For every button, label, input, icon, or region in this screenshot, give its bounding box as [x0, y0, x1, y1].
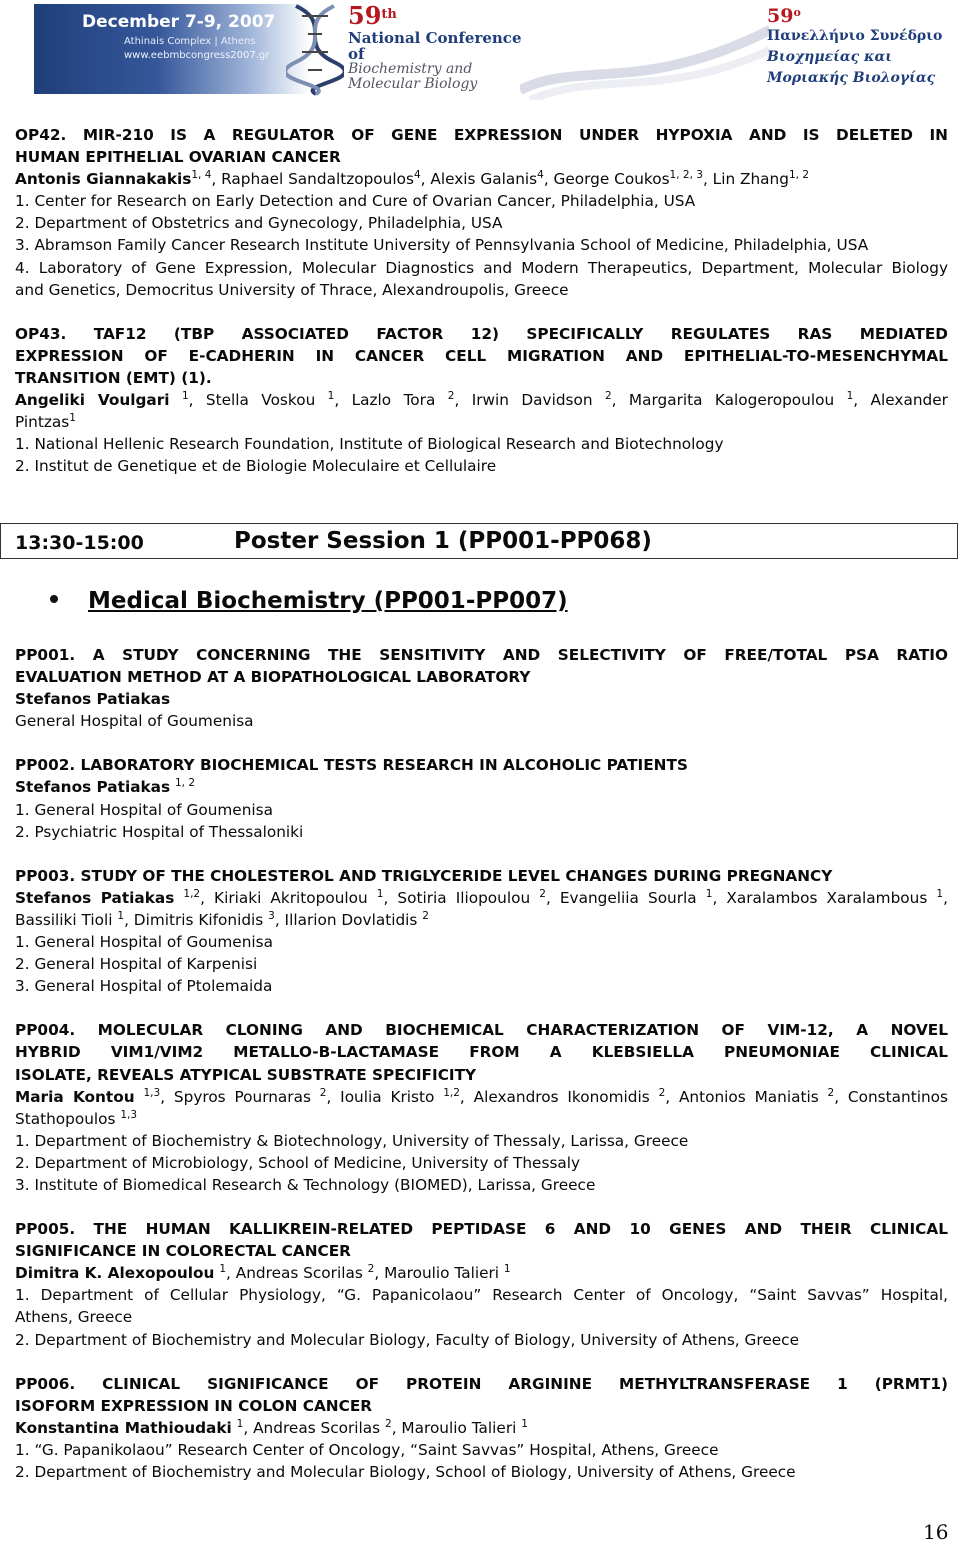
pp006-title-line-1: PP006. CLINICAL SIGNIFICANCE OF PROTEIN ARGININE METHYLTRANSFERASE 1 (PRMT1): [15, 1374, 948, 1393]
pp005-affiliation-1-line-2: Athens, Greece: [15, 1308, 133, 1327]
op43-title-line-2: EXPRESSION OF E-CADHERIN IN CANCER CELL MIGRATION AND EPITHELIAL-TO-MESENCHYMAL: [15, 346, 948, 365]
pp006-title-line-2: ISOFORM EXPRESSION IN COLON CANCER: [15, 1396, 373, 1415]
conference-title-english: [348, 1, 528, 92]
conference-banner: [0, 0, 960, 100]
page-number: 16: [923, 1520, 949, 1544]
op42-affiliation-3: 3. Abramson Family Cancer Research Institute University of Pennsylvania School of Medicine, Philadelphia, USA: [15, 236, 869, 255]
pp003-title: PP003. STUDY OF THE CHOLESTEROL AND TRIGLYCERIDE LEVEL CHANGES DURING PREGNANCY: [15, 866, 833, 885]
op42-affiliation-1: 1. Center for Research on Early Detection and Cure of Ovarian Cancer, Philadelphia, USA: [15, 192, 696, 211]
pp004-title-line-1: PP004. MOLECULAR CLONING AND BIOCHEMICAL CHARACTERIZATION OF VIM-12, A NOVEL: [15, 1021, 948, 1040]
op42-title-line-1: OP42. MIR-210 IS A REGULATOR OF GENE EXPRESSION UNDER HYPOXIA AND IS DELETED IN: [15, 126, 948, 144]
pp001-title-line-1: PP001. A STUDY CONCERNING THE SENSITIVITY AND SELECTIVITY OF FREE/TOTAL PSA RATIO: [15, 646, 948, 664]
gr-number: 59: [767, 5, 794, 27]
pp005-title-line-2: SIGNIFICANCE IN COLORECTAL CANCER: [15, 1242, 351, 1261]
op43-affiliation-1: 1. National Hellenic Research Foundation, Institute of Biological Research and Biotechnology: [15, 435, 724, 454]
op43-authors-line-1: Angeliki Voulgari $^1$, Stella Voskou $^1$, Lazlo Tora $^2$, Irwin Davidson $^2$, Margarita Kalogeropoulou $^1$, Alexander: [15, 390, 948, 410]
banner-website: www.eebmbcongress2007.gr: [124, 50, 270, 61]
pp002-affiliation-1: 1. General Hospital of Goumenisa: [15, 800, 273, 819]
session-title: Poster Session 1 (PP001-PP068): [234, 528, 652, 554]
op43-authors-line-2: Pintzas$^1$: [15, 412, 76, 432]
op42-affiliation-4-line-2: and Genetics, Democritus University of Thrace, Alexandroupolis, Greece: [15, 280, 569, 299]
gr-number-suffix: o: [793, 6, 801, 19]
pp004-title-line-2: HYBRID VIM1/VIM2 METALLO-B-LACTAMASE FROM A KLEBSIELLA PNEUMONIAE CLINICAL: [15, 1043, 948, 1062]
pp002-title: PP002. LABORATORY BIOCHEMICAL TESTS RESEARCH IN ALCOHOLIC PATIENTS: [15, 756, 688, 775]
pp005-title-line-1: PP005. THE HUMAN KALLIKREIN-RELATED PEPTIDASE 6 AND 10 GENES AND THEIR CLINICAL: [15, 1220, 948, 1239]
pp002-authors: Stefanos Patiakas $^{1, 2}$: [15, 777, 196, 797]
pp003-affiliation-3: 3. General Hospital of Ptolemaida: [15, 977, 273, 996]
op43-title-line-1: OP43. TAF12 (TBP ASSOCIATED FACTOR 12) SPECIFICALLY REGULATES RAS MEDIATED: [15, 324, 948, 343]
pp001-affiliation: General Hospital of Goumenisa: [15, 712, 254, 731]
banner-venue: Athinais Complex | Athens: [124, 36, 256, 47]
op43-title-line-3: TRANSITION (EMT) (1).: [15, 368, 212, 387]
pp003-affiliation-2: 2. General Hospital of Karpenisi: [15, 955, 258, 974]
conference-title-greek: [767, 6, 957, 89]
op42-affiliation-4-line-1: 4. Laboratory of Gene Expression, Molecular Diagnostics and Modern Therapeutics, Department, Molecular Biology: [15, 258, 948, 277]
conf-number-suffix: th: [381, 7, 397, 22]
poster-list: [15, 644, 948, 1483]
pp004-title-line-3: ISOLATE, REVEALS ATYPICAL SUBSTRATE SPECIFICITY: [15, 1065, 477, 1084]
section-heading: [50, 588, 568, 614]
conf-line-1: National Conference of: [348, 29, 522, 63]
decorative-swirl-icon: [520, 0, 770, 100]
pp003-authors-line-1: Stefanos Patiakas $^{1,2}$, Kiriaki Akritopoulou $^1$, Sotiria Iliopoulou $^2$, Evangeliia Sourla $^1$, Xaralambos Xaralambous $^1$,: [15, 887, 948, 907]
oral-presentations: [15, 124, 948, 477]
pp006-affiliation-2: 2. Department of Biochemistry and Molecular Biology, School of Biology, University of Athens, Greece: [15, 1463, 796, 1481]
pp004-affiliation-2: 2. Department of Microbiology, School of Medicine, University of Thessaly: [15, 1153, 581, 1172]
pp004-authors-line-1: Maria Kontou $^{1,3}$, Spyros Pournaras $^2$, Ioulia Kristo $^{1,2}$, Alexandros Ikonomidis $^2$, Antonios Maniatis $^2$, Constantinos: [15, 1086, 948, 1106]
pp005-authors: Dimitra K. Alexopoulou $^1$, Andreas Scorilas $^2$, Maroulio Talieri $^1$: [15, 1263, 511, 1283]
op43-affiliation-2: 2. Institut de Genetique et de Biologie Moleculaire et Cellulaire: [15, 457, 497, 476]
pp004-authors-line-2: Stathopoulos $^{1,3}$: [15, 1108, 138, 1128]
gr-line-2: Βιοχημείας και: [767, 49, 893, 65]
banner-dates: December 7-9, 2007: [82, 12, 276, 32]
pp003-authors-line-2: Bassiliki Tioli $^1$, Dimitris Kifonidis $^3$, Illarion Dovlatidis $^2$: [15, 909, 429, 929]
pp001-author: Stefanos Patiakas: [15, 690, 171, 709]
pp005-affiliation-2: 2. Department of Biochemistry and Molecular Biology, Faculty of Biology, University of Athens, Greece: [15, 1330, 799, 1349]
gr-line-1: Πανελλήνιο Συνέδριο: [767, 28, 943, 44]
conf-line-3: Molecular Biology: [348, 76, 478, 92]
session-time: 13:30-15:00: [15, 532, 144, 554]
gr-line-3: Μοριακής Βιολογίας: [767, 70, 936, 86]
pp001-title-line-2: EVALUATION METHOD AT A BIOPATHOLOGICAL LABORATORY: [15, 668, 531, 687]
session-header: [0, 523, 958, 559]
pp004-affiliation-3: 3. Institute of Biomedical Research & Technology (BIOMED), Larissa, Greece: [15, 1175, 596, 1194]
pp005-affiliation-1-line-1: 1. Department of Cellular Physiology, “G. Papanicolaou” Research Center of Oncology, “Saint Savvas” Hospital,: [15, 1286, 948, 1305]
pp006-authors: Konstantina Mathioudaki $^1$, Andreas Scorilas $^2$, Maroulio Talieri $^1$: [15, 1417, 528, 1437]
dna-helix-icon: [286, 4, 344, 96]
conf-line-2: Biochemistry and: [348, 61, 473, 77]
op42-authors: Antonis Giannakakis$^{1, 4}$, Raphael Sandaltzopoulos$^4$, Alexis Galanis$^4$, George Coukos$^{1, 2, 3}$, Lin Zhang$^{1, 2}$: [15, 169, 810, 189]
section-title: Medical Biochemistry (PP001-PP007): [88, 588, 568, 614]
pp004-affiliation-1: 1. Department of Biochemistry & Biotechnology, University of Thessaly, Larissa, Greece: [15, 1131, 689, 1150]
op42-affiliation-2: 2. Department of Obstetrics and Gynecology, Philadelphia, USA: [15, 214, 503, 233]
pp003-affiliation-1: 1. General Hospital of Goumenisa: [15, 933, 273, 952]
pp006-affiliation-1: 1. “G. Papanikolaou” Research Center of Oncology, “Saint Savvas” Hospital, Athens, Greece: [15, 1440, 719, 1459]
op42-title-line-2: HUMAN EPITHELIAL OVARIAN CANCER: [15, 148, 341, 167]
conf-number: 59: [348, 1, 382, 30]
banner-date-block: [34, 4, 310, 94]
bullet-icon: [50, 595, 58, 603]
pp002-affiliation-2: 2. Psychiatric Hospital of Thessaloniki: [15, 822, 304, 841]
